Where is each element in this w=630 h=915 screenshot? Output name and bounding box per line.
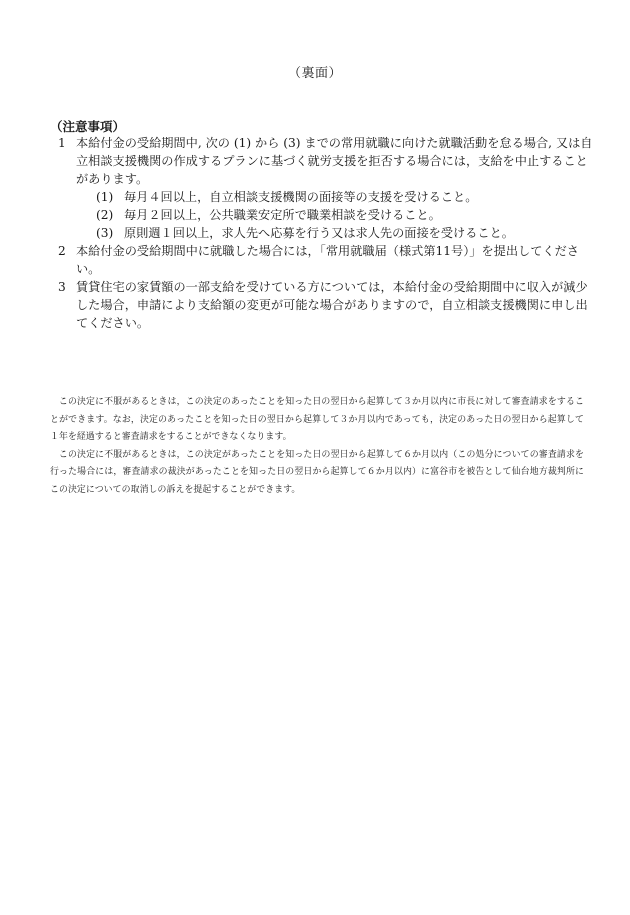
sub-item-text: 毎月２回以上，公共職業安定所で職業相談を受けること。 [124,208,441,222]
note-text: 賃貸住宅の家賃額の一部支給を受けている方については，本給付金の受給期間中に収入が減少した場合，申請により支給額の変更が可能な場合がありますので，自立相談支援機関に申し出てください。 [76,280,588,330]
note-text: 本給付金の受給期間中に就職した場合には，「常用就職届（様式第11号）」を提出してください。 [76,244,579,276]
note-item-2 [58,242,598,278]
sub-item-number: (2) [96,208,114,222]
sub-item-text: 原則週１回以上，求人先へ応募を行う又は求人先の面接を受けること。 [124,226,514,240]
sub-item-number: (1) [96,190,114,204]
sub-item-2 [96,206,598,224]
notes-heading: （注意事項） [50,119,126,134]
appeal-notice [50,394,584,499]
note-number: 1 [58,136,66,150]
note-number: 3 [58,280,66,294]
sub-item-number: (3) [96,226,114,240]
sub-list [76,188,598,242]
notes-list [58,134,598,332]
note-item-1 [58,134,598,242]
note-item-3 [58,278,598,332]
sub-item-1 [96,188,598,206]
appeal-paragraph-lawsuit: この決定に不服があるときは，この決定があったことを知った日の翌日から起算して６か月以内（この処分についての審査請求を行った場合には，審査請求の裁決があったことを知った日の翌日から起算して６か月以内）に富谷市を被告として仙台地方裁判所にこの決定についての取消しの訴えを提起することができます。 [50,449,584,495]
note-text: 本給付金の受給期間中, 次の (1) から (3) までの常用就職に向けた就職活動を怠る場合, 又は自立相談支援機関の作成するプランに基づく就労支援を拒否する場合には，支給を中止することがあります。 [76,136,593,186]
sub-item-3 [96,224,598,242]
appeal-paragraph-review: この決定に不服があるときは，この決定のあったことを知った日の翌日から起算して３か月以内に市長に対して審査請求をすることができます。なお，決定のあったことを知った日の翌日から起算して３か月以内であっても，決定のあった日の翌日から起算して１年を経過すると審査請求をすることができなくなります。 [50,397,584,442]
note-number: 2 [58,244,66,258]
page-title: （裏面） [287,66,342,81]
sub-item-text: 毎月４回以上，自立相談支援機関の面接等の支援を受けること。 [124,190,478,204]
